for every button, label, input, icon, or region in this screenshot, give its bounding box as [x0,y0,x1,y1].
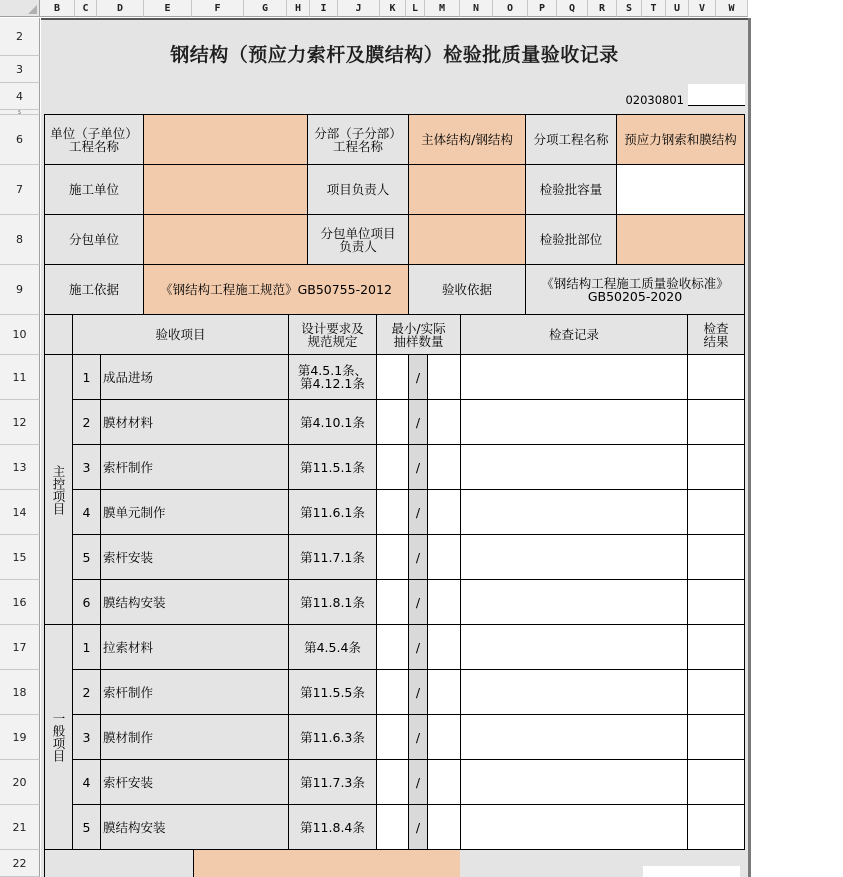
main-control-inspection-record-cell[interactable] [460,534,688,580]
row-header-13[interactable]: 13 [0,445,40,490]
column-header-M[interactable]: M [425,0,460,17]
main-control-sample-separator: / [408,399,428,445]
subcontractor-label: 分包单位 [44,214,144,265]
general-item-name: 膜结构安装 [100,804,289,850]
footer-input-cell[interactable] [194,850,460,877]
batch-capacity-cell[interactable] [616,164,745,215]
category-header-cell [44,314,73,355]
row-header-14[interactable]: 14 [0,490,40,535]
subcontractor-manager-label: 分包单位项目 负责人 [307,214,409,265]
construction-basis-value[interactable]: 《钢结构工程施工规范》GB50755-2012 [143,264,409,315]
subcontractor-cell[interactable] [143,214,308,265]
general-inspection-record-cell[interactable] [460,759,688,805]
row-header-9[interactable]: 9 [0,265,40,315]
column-header-P[interactable]: P [528,0,557,17]
general-item-name: 索杆安装 [100,759,289,805]
main-control-item-number: 3 [72,444,101,490]
form-title: 钢结构（预应力索杆及膜结构）检验批质量验收记录 [170,43,619,66]
column-header-W[interactable]: W [716,0,748,17]
main-control-min-sample-cell[interactable] [376,534,409,580]
main-control-item-name: 膜材材料 [100,399,289,445]
general-inspection-result-cell[interactable] [687,714,745,760]
main-control-sample-separator: / [408,354,428,400]
general-sample-separator: / [408,759,428,805]
footer-white-cell[interactable] [643,866,740,877]
general-actual-sample-cell[interactable] [427,624,461,670]
main-control-clause-reference: 第11.7.1条 [288,534,377,580]
main-control-sample-separator: / [408,579,428,625]
unit-project-name-cell[interactable] [143,114,308,165]
row-header-11[interactable]: 11 [0,355,40,400]
column-header-D[interactable]: D [97,0,144,17]
column-header-T[interactable]: T [642,0,666,17]
subcontractor-manager-cell[interactable] [408,214,526,265]
general-min-sample-cell[interactable] [376,759,409,805]
main-control-item-name: 成品进场 [100,354,289,400]
main-control-clause-reference: 第4.5.1条、 第4.12.1条 [288,354,377,400]
general-inspection-record-cell[interactable] [460,714,688,760]
batch-capacity-label: 检验批容量 [525,164,617,215]
main-control-inspection-record-cell[interactable] [460,444,688,490]
general-min-sample-cell[interactable] [376,714,409,760]
main-control-clause-reference: 第11.5.1条 [288,444,377,490]
column-header-B[interactable]: B [40,0,75,17]
general-clause-reference: 第11.5.5条 [288,669,377,715]
general-inspection-record-cell[interactable] [460,669,688,715]
row-header-15[interactable]: 15 [0,535,40,580]
general-clause-reference: 第11.6.3条 [288,714,377,760]
general-item-number: 2 [72,669,101,715]
form-code: 02030801 [625,92,684,107]
general-item-number: 4 [72,759,101,805]
main-control-item-number: 1 [72,354,101,400]
main-control-sample-separator: / [408,444,428,490]
row-header-7[interactable]: 7 [0,165,40,215]
general-actual-sample-cell[interactable] [427,714,461,760]
column-header-K[interactable]: K [380,0,406,17]
general-actual-sample-cell[interactable] [427,804,461,850]
batch-location-cell[interactable] [616,214,745,265]
main-control-label: 主控项目 [51,464,66,515]
main-control-item-name: 膜单元制作 [100,489,289,535]
row-header-20[interactable]: 20 [0,760,40,805]
inspection-result-header: 检查 结果 [687,314,745,355]
main-control-min-sample-cell[interactable] [376,354,409,400]
column-header-U[interactable]: U [666,0,689,17]
row-header-21[interactable]: 21 [0,805,40,850]
contractor-label: 施工单位 [44,164,144,215]
footer-label-cell [44,849,194,877]
column-header-L[interactable]: L [406,0,425,17]
row-header-8[interactable]: 8 [0,215,40,265]
main-control-item-name: 索杆制作 [100,444,289,490]
main-control-min-sample-cell[interactable] [376,579,409,625]
general-actual-sample-cell[interactable] [427,759,461,805]
general-actual-sample-cell[interactable] [427,669,461,715]
main-control-item-name: 膜结构安装 [100,579,289,625]
general-item-number: 5 [72,804,101,850]
sheet-right-border [748,18,751,877]
main-control-inspection-record-cell[interactable] [460,399,688,445]
acceptance-basis-value[interactable]: 《钢结构工程施工质量验收标准》 GB50205-2020 [525,264,745,315]
general-sample-separator: / [408,804,428,850]
design-requirement-header: 设计要求及 规范规定 [288,314,377,355]
contractor-cell[interactable] [143,164,308,215]
general-item-name: 膜材制作 [100,714,289,760]
acceptance-basis-label: 验收依据 [408,264,526,315]
main-control-actual-sample-cell[interactable] [427,489,461,535]
project-manager-label: 项目负责人 [307,164,409,215]
unit-project-name-label: 单位（子单位） 工程名称 [44,114,144,165]
general-clause-reference: 第11.8.4条 [288,804,377,850]
column-header-R[interactable]: R [588,0,617,17]
column-header-V[interactable]: V [689,0,716,17]
general-label: 一般项目 [51,712,66,762]
main-control-clause-reference: 第11.8.1条 [288,579,377,625]
main-control-actual-sample-cell[interactable] [427,444,461,490]
main-control-inspection-result-cell[interactable] [687,489,745,535]
select-all-corner[interactable] [0,0,40,17]
main-control-item-number: 6 [72,579,101,625]
inspection-record-header: 检查记录 [460,314,688,355]
main-control-min-sample-cell[interactable] [376,444,409,490]
general-inspection-record-cell[interactable] [460,804,688,850]
general-item-number: 3 [72,714,101,760]
division-project-name-value[interactable]: 主体结构/钢结构 [408,114,526,165]
general-sample-separator: / [408,714,428,760]
general-item-name: 拉索材料 [100,624,289,670]
main-control-actual-sample-cell[interactable] [427,579,461,625]
inspection-item-header: 验收项目 [72,314,289,355]
main-control-clause-reference: 第11.6.1条 [288,489,377,535]
column-header-E[interactable]: E [144,0,192,17]
general-inspection-result-cell[interactable] [687,759,745,805]
main-control-item-number: 5 [72,534,101,580]
column-header-N[interactable]: N [460,0,493,17]
construction-basis-label: 施工依据 [44,264,144,315]
project-manager-cell[interactable] [408,164,526,215]
row-header-12[interactable]: 12 [0,400,40,445]
column-header-S[interactable]: S [617,0,642,17]
row-header-17[interactable]: 17 [0,625,40,670]
general-min-sample-cell[interactable] [376,624,409,670]
column-header-C[interactable]: C [75,0,97,17]
row-header-18[interactable]: 18 [0,670,40,715]
subitem-project-name-value[interactable]: 预应力钢索和膜结构 [616,114,745,165]
division-project-name-label: 分部（子分部） 工程名称 [307,114,409,165]
main-control-inspection-record-cell[interactable] [460,354,688,400]
main-control-inspection-result-cell[interactable] [687,579,745,625]
column-header-Q[interactable]: Q [557,0,588,17]
sheet-top-border [41,18,748,20]
row-header-4[interactable]: 4 [0,83,40,110]
general-inspection-record-cell[interactable] [460,624,688,670]
main-control-inspection-result-cell[interactable] [687,444,745,490]
row-header-2[interactable]: 2 [0,18,40,56]
main-control-actual-sample-cell[interactable] [427,534,461,580]
row-header-22[interactable]: 22 [0,850,40,877]
main-control-inspection-result-cell[interactable] [687,354,745,400]
column-header-F[interactable]: F [192,0,244,17]
main-control-min-sample-cell[interactable] [376,399,409,445]
general-sample-separator: / [408,669,428,715]
main-control-inspection-record-cell[interactable] [460,579,688,625]
general-clause-reference: 第4.5.4条 [288,624,377,670]
general-inspection-result-cell[interactable] [687,624,745,670]
subitem-project-name-label: 分项工程名称 [525,114,617,165]
batch-location-label: 检验批部位 [525,214,617,265]
row-header-10[interactable]: 10 [0,315,40,355]
main-control-item-number: 2 [72,399,101,445]
main-control-inspection-result-cell[interactable] [687,534,745,580]
row-header-6[interactable]: 6 [0,115,40,165]
general-inspection-result-cell[interactable] [687,669,745,715]
general-item-number: 1 [72,624,101,670]
main-control-actual-sample-cell[interactable] [427,354,461,400]
main-control-item-number: 4 [72,489,101,535]
sample-quantity-header: 最小/实际 抽样数量 [376,314,461,355]
main-control-sample-separator: / [408,534,428,580]
general-min-sample-cell[interactable] [376,669,409,715]
main-control-min-sample-cell[interactable] [376,489,409,535]
column-header-I[interactable]: I [310,0,338,17]
form-code-input-cell[interactable] [688,84,745,106]
column-header-G[interactable]: G [244,0,287,17]
general-min-sample-cell[interactable] [376,804,409,850]
general-inspection-result-cell[interactable] [687,804,745,850]
general-sample-separator: / [408,624,428,670]
row-header-3[interactable]: 3 [0,56,40,83]
main-control-inspection-record-cell[interactable] [460,489,688,535]
main-control-item-name: 索杆安装 [100,534,289,580]
row-header-5[interactable]: 5 [0,110,40,115]
general-clause-reference: 第11.7.3条 [288,759,377,805]
row-header-19[interactable]: 19 [0,715,40,760]
main-control-sample-separator: / [408,489,428,535]
general-item-name: 索杆制作 [100,669,289,715]
column-header-H[interactable]: H [287,0,310,17]
main-control-inspection-result-cell[interactable] [687,399,745,445]
main-control-category [44,354,73,625]
general-category [44,624,73,850]
main-control-clause-reference: 第4.10.1条 [288,399,377,445]
column-header-O[interactable]: O [493,0,528,17]
main-control-actual-sample-cell[interactable] [427,399,461,445]
row-header-16[interactable]: 16 [0,580,40,625]
column-header-J[interactable]: J [338,0,380,17]
